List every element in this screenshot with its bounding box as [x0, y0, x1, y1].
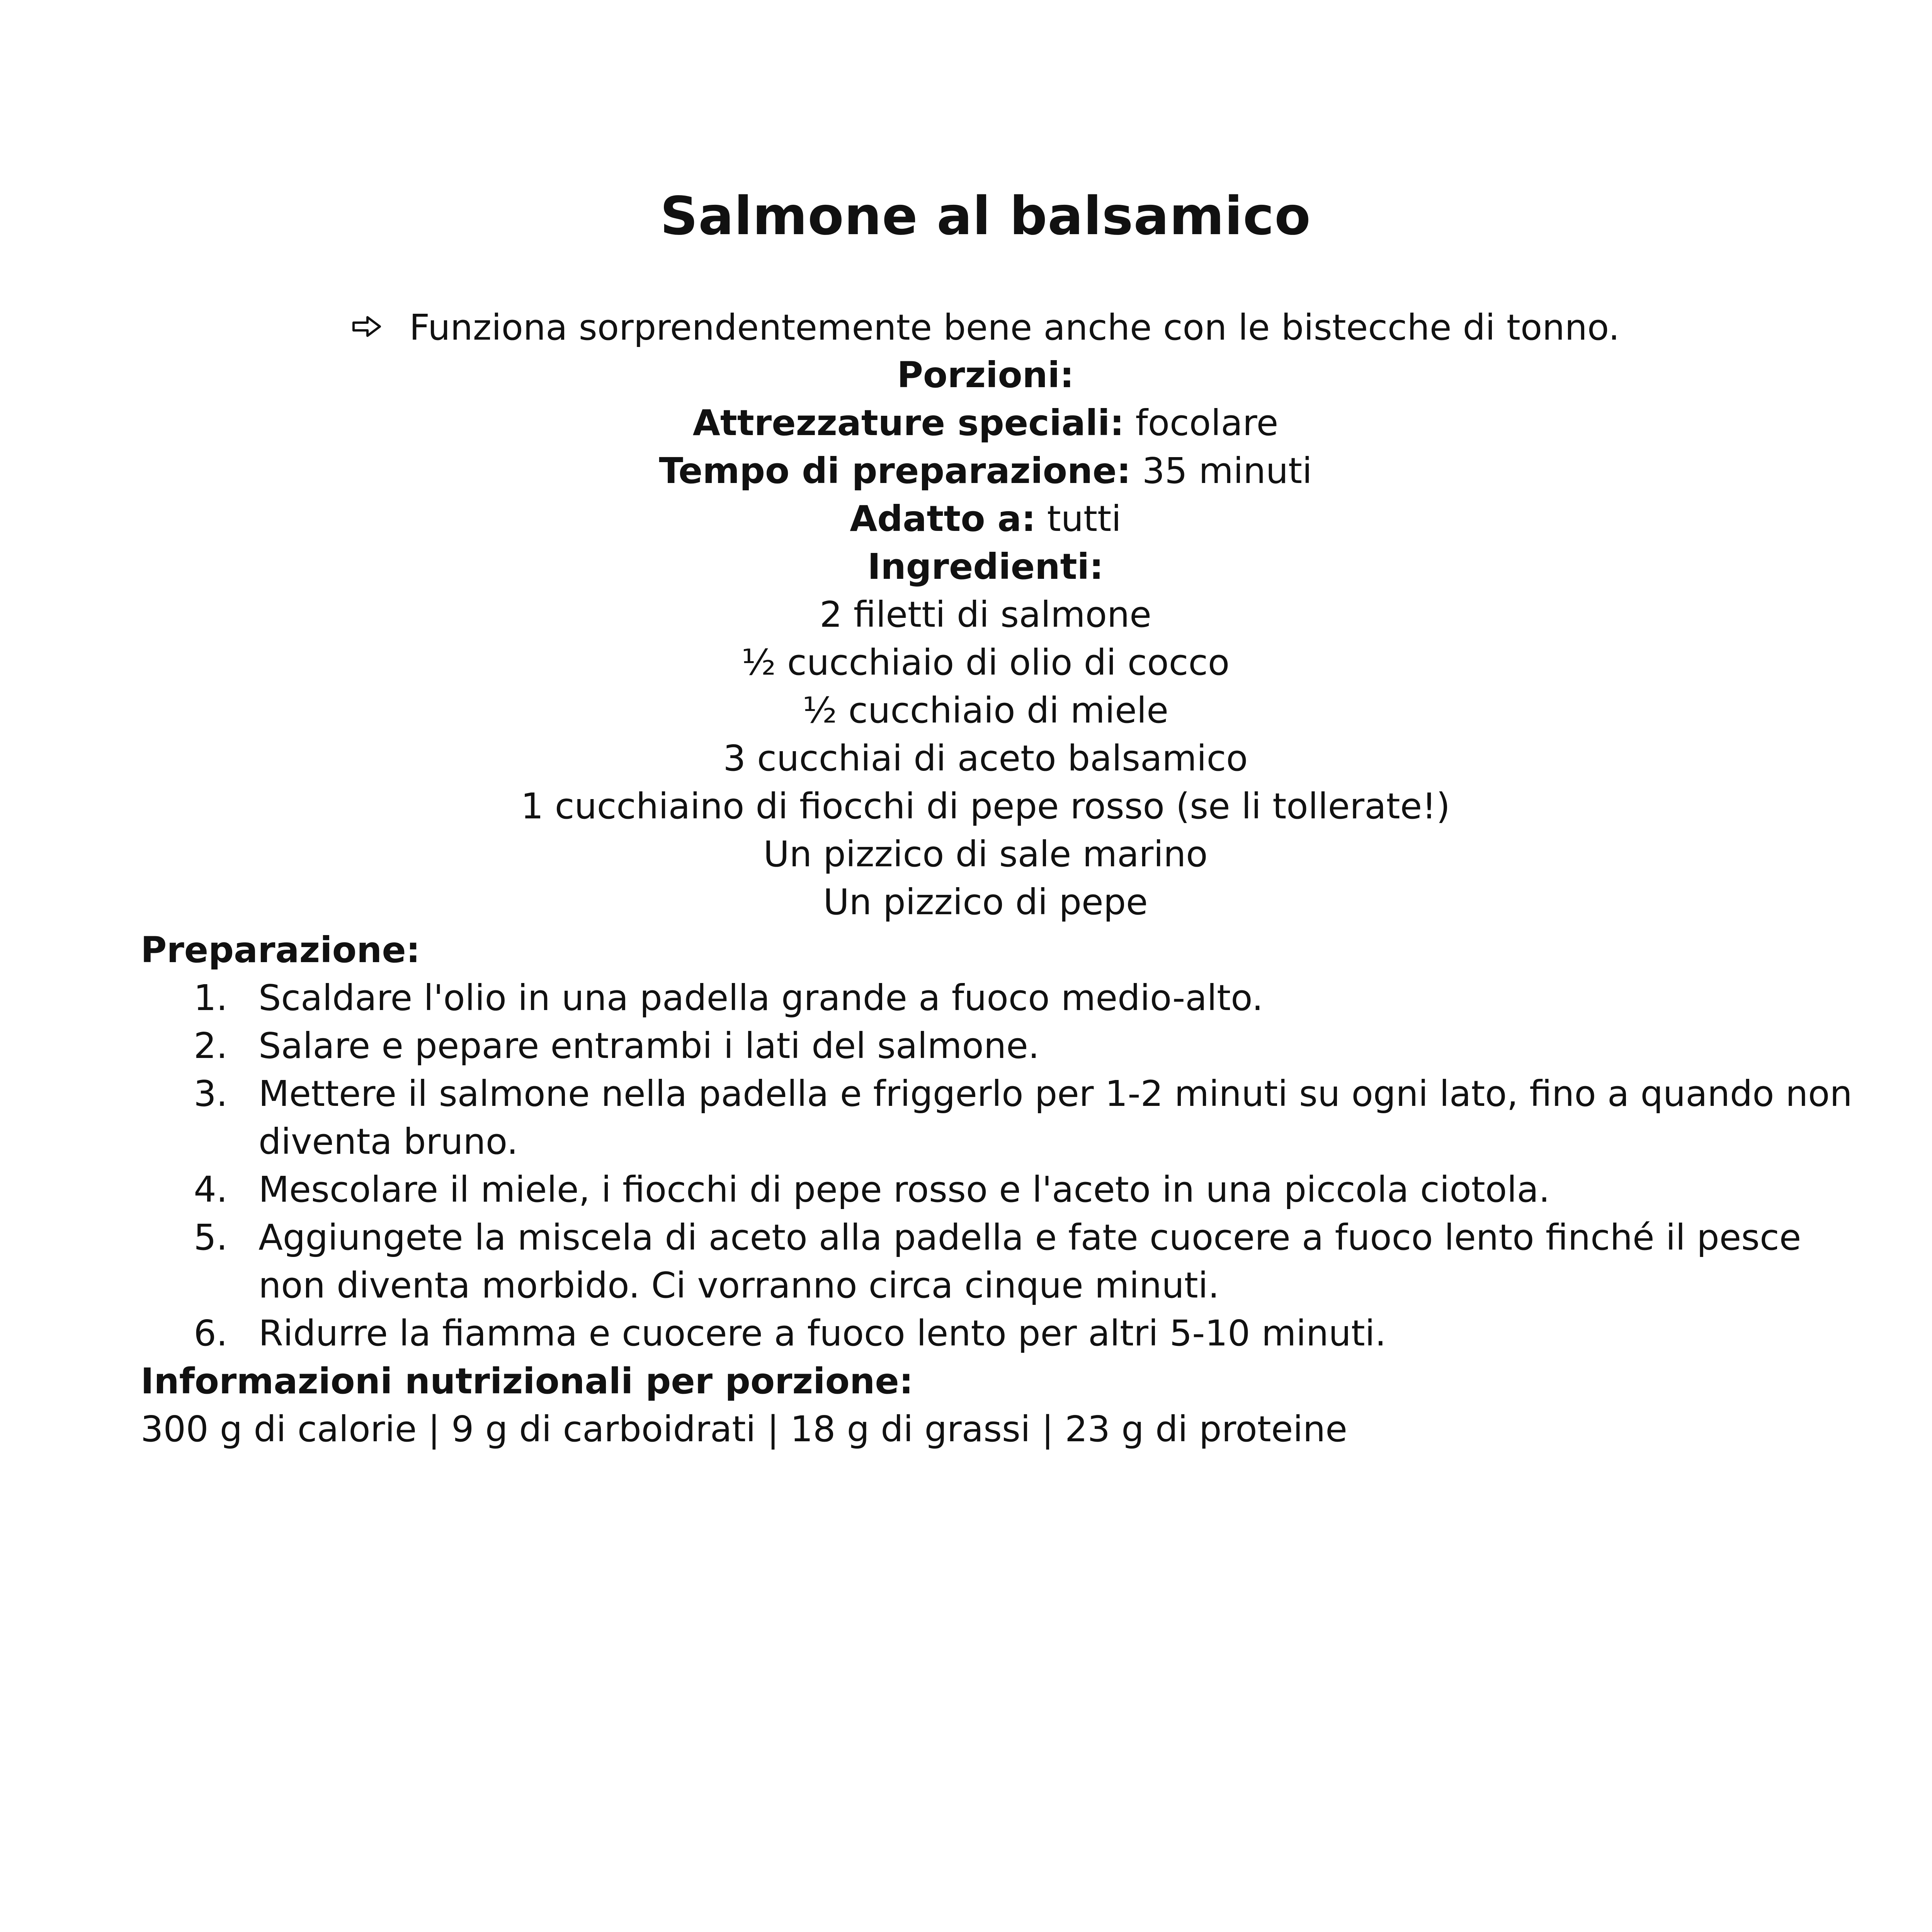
equipment-row — [0, 399, 1932, 447]
ingredients-heading: Ingredienti: — [867, 546, 1104, 587]
ingredient-item: Un pizzico di sale marino — [763, 833, 1208, 875]
preparation-steps — [141, 974, 1852, 1357]
recipe-details — [0, 303, 1932, 926]
suitable-label: Adatto a: — [850, 498, 1036, 539]
prep-time-row — [0, 447, 1932, 495]
ingredient-item: ½ cucchiaio di miele — [803, 690, 1168, 731]
equipment-label: Attrezzature speciali: — [692, 402, 1124, 444]
recipe-tip — [0, 303, 1932, 351]
recipe-title: Salmone al balsamico — [660, 186, 1311, 247]
step-number: 1. — [194, 977, 228, 1019]
step-text: Ridurre la fiamma e cuocere a fuoco lento per altri 5-10 minuti. — [259, 1313, 1386, 1354]
step-text: Mescolare il miele, i fiocchi di pepe rosso e l'aceto in una piccola ciotola. — [259, 1169, 1550, 1210]
step-item — [141, 1070, 1862, 1166]
prep-time-label: Tempo di preparazione: — [659, 450, 1131, 492]
nutrition-values: 300 g di calorie | 9 g di carboidrati | 18 g di grassi | 23 g di proteine — [141, 1408, 1347, 1450]
step-text: Aggiungete la miscela di aceto alla padella e fate cuocere a fuoco lento finché il pesce non diventa morbido. Ci vorranno circa cinque minuti. — [259, 1217, 1801, 1306]
equipment-value: focolare — [1135, 402, 1279, 444]
step-item — [141, 1022, 1862, 1070]
nutrition-heading: Informazioni nutrizionali per porzione: — [141, 1361, 913, 1402]
prep-time-value: 35 minuti — [1142, 450, 1312, 492]
recipe-tip-text: Funziona sorprendentemente bene anche con le bistecche di tonno. — [409, 307, 1620, 348]
ingredient-item: 2 filetti di salmone — [820, 594, 1151, 635]
ingredient-item: 3 cucchiai di aceto balsamico — [723, 738, 1248, 779]
step-text: Scaldare l'olio in una padella grande a fuoco medio-alto. — [259, 977, 1264, 1019]
suitable-row — [0, 495, 1932, 543]
step-number: 4. — [194, 1169, 228, 1210]
step-item — [141, 1166, 1862, 1214]
step-item — [141, 974, 1862, 1022]
step-item — [141, 1214, 1862, 1310]
step-number: 5. — [194, 1217, 228, 1258]
step-number: 2. — [194, 1025, 228, 1066]
servings-row — [0, 351, 1932, 399]
step-text: Salare e pepare entrambi i lati del salmone. — [259, 1025, 1039, 1066]
ingredient-item: Un pizzico di pepe — [823, 881, 1148, 923]
servings-label: Porzioni: — [897, 354, 1074, 396]
preparation-heading: Preparazione: — [141, 929, 420, 971]
step-item — [141, 1310, 1862, 1357]
ingredient-item: 1 cucchiaino di fiocchi di pepe rosso (se li tollerate!) — [521, 786, 1450, 827]
step-number: 3. — [194, 1073, 228, 1114]
step-number: 6. — [194, 1313, 228, 1354]
preparation-section — [141, 926, 1852, 1453]
arrow-right-outline-icon — [351, 303, 382, 351]
ingredient-item: ½ cucchiaio di olio di cocco — [741, 642, 1230, 683]
step-text: Mettere il salmone nella padella e friggerlo per 1-2 minuti su ogni lato, fino a quando non diventa bruno. — [259, 1073, 1852, 1162]
suitable-value: tutti — [1047, 498, 1121, 539]
